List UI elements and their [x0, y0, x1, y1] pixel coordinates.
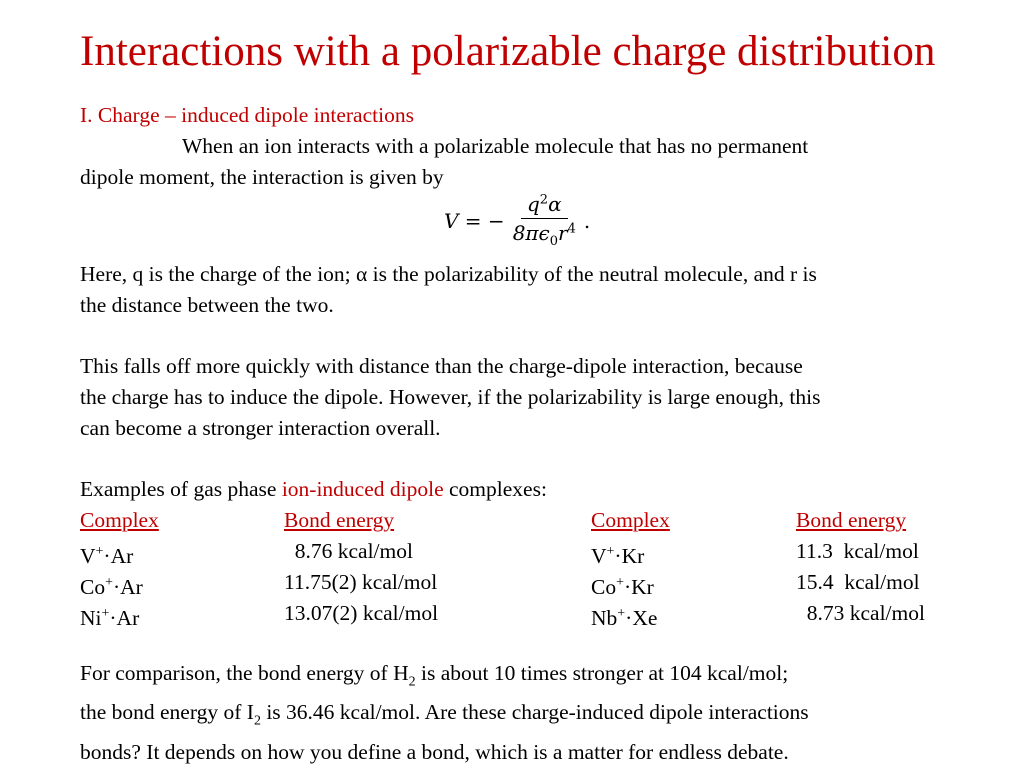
ion-symbol: Nb	[591, 606, 618, 631]
denominator-subscript: 0	[549, 234, 559, 249]
comparison-line-1	[80, 658, 980, 697]
denominator-base: r	[558, 221, 568, 245]
denominator-exponent: 4	[567, 221, 576, 237]
slide-title: Interactions with a polarizable charge distribution	[80, 28, 936, 75]
examples-intro	[80, 474, 980, 505]
ion-charge: +	[617, 606, 626, 621]
ion-charge: +	[101, 606, 110, 621]
falloff-line-1: This falls off more quickly with distance than the charge-dipole interaction, because	[80, 354, 803, 378]
comparison-text: the bond energy of I	[80, 700, 254, 725]
complex-partner: ·Ar	[109, 606, 140, 631]
ion-symbol: V	[80, 544, 96, 569]
ion-charge: +	[606, 544, 615, 559]
falloff-line-2: the charge has to induce the dipole. However, if the polarizability is large enough, this	[80, 385, 821, 409]
ion-symbol: Co	[80, 575, 106, 600]
falloff-paragraph	[80, 351, 980, 444]
falloff-line-3: can become a stronger interaction overall.	[80, 416, 441, 440]
complex-partner: ·Kr	[623, 575, 654, 600]
comparison-line-3: bonds? It depends on how you define a bond, which is a matter for endless debate.	[80, 739, 789, 764]
denominator-prefix: 8πϵ	[512, 221, 550, 245]
comparison-paragraph	[80, 658, 980, 768]
intro-block	[80, 100, 980, 193]
ion-symbol: Co	[591, 575, 617, 600]
comparison-text: For comparison, the bond energy of H	[80, 661, 409, 685]
header-bond-energy-2: Bond energy	[796, 508, 907, 532]
header-complex-2: Complex	[591, 508, 670, 532]
bond-energy-cell: 8.76 kcal/mol	[284, 539, 413, 563]
examples-prefix: Examples of gas phase	[80, 477, 282, 501]
examples-line	[80, 474, 980, 505]
equation-lhs: V = −	[444, 208, 505, 233]
explanation-line-2: the distance between the two.	[80, 293, 334, 317]
section-heading: I. Charge – induced dipole interactions	[80, 103, 414, 127]
header-bond-energy-1: Bond energy	[284, 508, 395, 532]
numerator-exponent: 2	[539, 192, 549, 208]
bond-energy-cell: 15.4 kcal/mol	[796, 570, 920, 594]
complex-partner: ·Kr	[614, 544, 645, 569]
comparison-text: is about 10 times stronger at 104 kcal/mol;	[415, 661, 789, 685]
complex-partner: ·Ar	[103, 544, 134, 569]
bond-energy-cell: 8.73 kcal/mol	[796, 601, 925, 625]
intro-line-2: dipole moment, the interaction is given by	[80, 165, 444, 189]
h2-subscript: 2	[408, 674, 416, 690]
bond-energy-cell: 11.75(2) kcal/mol	[284, 570, 438, 594]
ion-charge: +	[616, 575, 624, 590]
complex-cell	[591, 598, 657, 634]
complex-partner: ·Xe	[625, 606, 658, 631]
intro-line-1: When an ion interacts with a polarizable molecule that has no permanent	[182, 134, 809, 158]
bond-energy-cell: 11.3 kcal/mol	[796, 539, 919, 563]
polarization-equation	[444, 192, 590, 249]
equation-fraction	[507, 192, 582, 249]
header-complex-1: Complex	[80, 508, 159, 532]
comparison-line-2	[80, 697, 980, 736]
ion-symbol: V	[591, 544, 607, 569]
ion-symbol: Ni	[80, 606, 102, 631]
i2-subscript: 2	[253, 713, 261, 729]
examples-suffix: complexes:	[443, 477, 547, 501]
comparison-text: is 36.46 kcal/mol. Are these charge-induced dipole interactions	[260, 700, 809, 725]
numerator-alpha: α	[548, 192, 562, 216]
ion-charge: +	[105, 575, 113, 590]
equation-denominator	[507, 219, 582, 249]
numerator-base: q	[526, 192, 540, 216]
equation-period: .	[583, 208, 591, 233]
explanation-line-1: Here, q is the charge of the ion; α is the polarizability of the neutral molecule, and r is	[80, 262, 817, 286]
examples-highlight: ion-induced dipole	[281, 477, 444, 501]
complex-cell	[80, 598, 139, 634]
bond-energy-cell: 13.07(2) kcal/mol	[284, 601, 439, 625]
ion-charge: +	[95, 544, 104, 559]
complex-partner: ·Ar	[112, 575, 143, 600]
explanation-block	[80, 259, 980, 321]
equation-numerator	[521, 192, 568, 219]
